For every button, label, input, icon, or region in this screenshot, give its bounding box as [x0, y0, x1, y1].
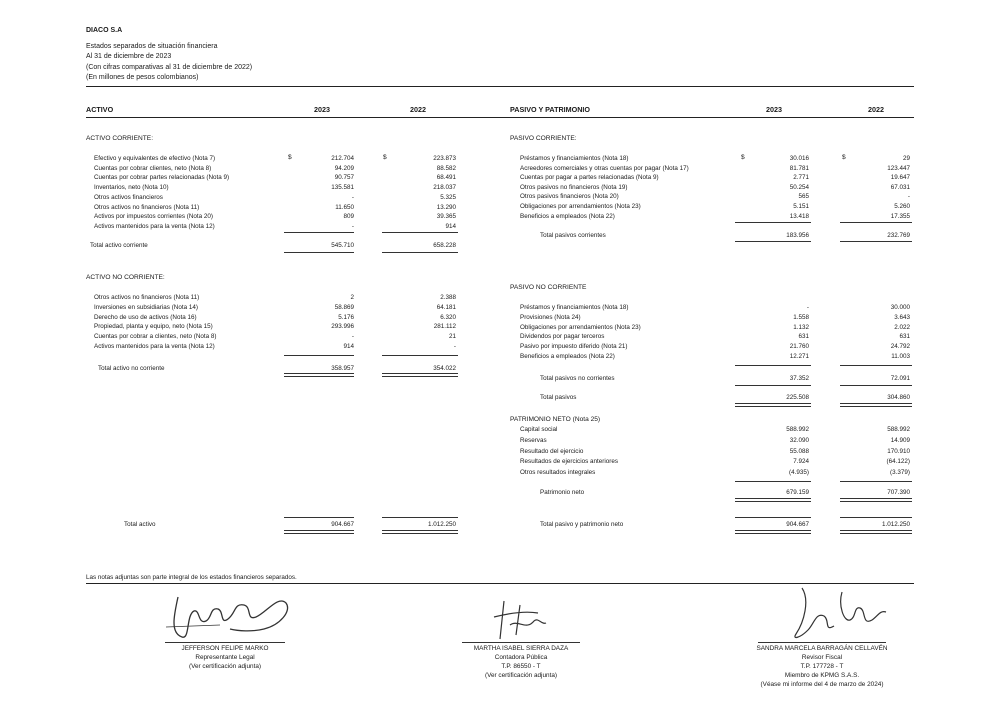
- row-value-2022: 24.792: [890, 343, 910, 351]
- row-label: Activos mantenidos para la venta (Nota 12): [94, 343, 215, 350]
- pasivo-total-pasivos-row: [540, 393, 920, 403]
- table-row: [94, 212, 464, 222]
- table-row: [520, 457, 915, 467]
- pasivo-corriente-subtotal-line-2022: [840, 222, 912, 223]
- table-row: [520, 352, 915, 362]
- pasivo-no-corriente-title: PASIVO NO CORRIENTE: [510, 284, 587, 291]
- row-label: Acreedores comerciales y otras cuentas por pagar (Nota 17): [520, 164, 689, 172]
- row-label: Capital social: [520, 426, 558, 433]
- row-value-2023: 5.151: [793, 203, 809, 210]
- activo-year-2022: 2022: [410, 105, 426, 114]
- row-value-2023: 225.508: [786, 394, 809, 401]
- row-value-2023: 1.558: [793, 313, 809, 321]
- row-label: Dividendos por pagar terceros: [520, 333, 605, 341]
- signature-3-role: Revisor Fiscal: [801, 654, 843, 661]
- row-label: Beneficios a empleados (Nota 22): [520, 353, 615, 360]
- row-label: Total pasivos: [540, 394, 577, 401]
- row-value-2023: -: [806, 304, 809, 311]
- row-value-2023: 7.924: [793, 458, 809, 466]
- row-value-2022: 39.365: [436, 213, 456, 221]
- row-value-2022: 707.390: [887, 489, 910, 496]
- table-row: [94, 293, 464, 303]
- pasivo-total-top-line-2022: [840, 517, 912, 518]
- signature-1-name: JEFFERSON FELIPE MARKO: [181, 645, 269, 652]
- table-row: [94, 332, 464, 342]
- row-value-2023: 21.760: [789, 343, 809, 351]
- row-value-2022: 5.260: [894, 203, 910, 210]
- activo-no-corriente-subtotal-line: [284, 355, 354, 356]
- activo-total-corriente-row: [90, 241, 460, 251]
- row-value-2022: 5.325: [440, 193, 456, 201]
- pasivo-currency-2023: $: [741, 154, 745, 161]
- activo-no-corriente-double-line: [284, 373, 354, 377]
- row-label: Cuentas por cobrar partes relacionadas (Nota 9): [94, 174, 230, 182]
- table-row: [520, 332, 915, 342]
- row-label: Total activo no corriente: [98, 365, 165, 372]
- row-label: Resultados de ejercicios anteriores: [520, 458, 619, 466]
- row-label: Cuentas por cobrar clientes, neto (Nota 8): [94, 164, 212, 172]
- row-value-2022: -: [453, 343, 456, 350]
- signature-2-line: [462, 642, 580, 643]
- activo-heading: ACTIVO: [86, 105, 114, 114]
- signature-2-role: Contadora Pública: [494, 654, 548, 661]
- patrimonio-title: PATRIMONIO NETO (Nota 25): [510, 416, 601, 423]
- patrimonio-total-row: [540, 488, 920, 498]
- row-label: Provisiones (Nota 24): [520, 313, 581, 321]
- row-label: Otros activos no financieros (Nota 11): [94, 203, 200, 211]
- document-header: [86, 26, 252, 84]
- table-row: [520, 425, 915, 435]
- signature-1-block: [150, 644, 300, 671]
- signature-1-role: Representante Legal: [195, 654, 255, 661]
- row-value-2023: 94.209: [334, 164, 354, 172]
- table-row: [520, 436, 915, 446]
- pasivo-year-2022: 2022: [868, 105, 884, 114]
- activo-total-row: [124, 520, 494, 530]
- row-label: Pasivo por impuesto diferido (Nota 21): [520, 343, 628, 351]
- activo-no-corriente-subtotal-line-2022: [382, 355, 458, 356]
- activo-total-top-line-2022: [382, 517, 458, 518]
- row-value-2022: 88.582: [436, 164, 456, 172]
- row-value-2022: 658.228: [433, 242, 456, 249]
- pasivo-total-no-corriente-row: [540, 374, 920, 384]
- row-value-2023: 30.016: [789, 155, 809, 162]
- table-row: [520, 173, 915, 183]
- pasivo-corriente-total-line-2022: [840, 241, 912, 242]
- pasivo-no-corriente-total-line: [735, 385, 811, 386]
- row-label: Resultado del ejercicio: [520, 447, 584, 455]
- row-value-2022: 64.181: [436, 303, 456, 311]
- activo-no-corriente-double-line-2022: [382, 373, 458, 377]
- row-value-2023: 2: [350, 294, 354, 301]
- row-label: Otros activos no financieros (Nota 11): [94, 294, 200, 301]
- comparative-note: (Con cifras comparativas al 31 de diciembre de 2022): [86, 63, 253, 71]
- table-row: [94, 313, 464, 323]
- row-value-2022: 6.320: [440, 313, 456, 321]
- row-value-2022: 17.355: [890, 212, 910, 220]
- signature-2-note: (Ver certificación adjunta): [484, 672, 558, 679]
- row-value-2022: 218.037: [433, 184, 456, 192]
- row-label: Cuentas por cobrar a clientes, neto (Nota 8): [94, 333, 217, 341]
- row-value-2023: 1.132: [793, 323, 809, 331]
- row-label: Beneficios a empleados (Nota 22): [520, 212, 615, 220]
- column-heading-rule: [86, 117, 914, 118]
- pasivo-total-pasivos-double-line-2022: [840, 403, 912, 407]
- signature-3-note: (Véase mi informe del 4 de marzo de 2024): [760, 681, 884, 688]
- row-value-2022: 304.860: [887, 394, 910, 401]
- row-value-2022: 67.031: [890, 183, 910, 191]
- row-value-2022: (3.379): [890, 469, 910, 477]
- activo-corriente-total-line: [284, 252, 354, 253]
- table-row: [520, 212, 915, 222]
- row-value-2022: 1.012.250: [881, 521, 910, 528]
- row-value-2022: 29: [902, 155, 910, 162]
- row-value-2023: 904.667: [786, 521, 809, 528]
- table-row: [520, 154, 915, 164]
- activo-corriente-title: ACTIVO CORRIENTE:: [86, 135, 154, 142]
- row-value-2023: 809: [343, 213, 354, 221]
- row-value-2022: 588.992: [887, 426, 910, 433]
- row-label: Total activo corriente: [90, 242, 148, 249]
- pasivo-total-double-line-2022: [840, 530, 912, 534]
- row-label: Propiedad, planta y equipo, neto (Nota 15): [94, 323, 213, 331]
- activo-total-double-line-2022: [382, 530, 458, 534]
- table-row: [520, 447, 915, 457]
- row-value-2023: 50.254: [789, 183, 809, 191]
- signature-3-tp: T.P. 177728 - T: [800, 663, 844, 670]
- statement-date: Al 31 de diciembre de 2023: [86, 53, 172, 60]
- table-row: [94, 154, 464, 164]
- table-row: [520, 202, 915, 212]
- header-rule: [86, 86, 914, 87]
- activo-corriente-total-line-2022: [382, 252, 458, 253]
- table-row: [520, 342, 915, 352]
- table-row: [94, 342, 464, 352]
- pasivo-year-2023: 2023: [766, 105, 782, 114]
- row-label: Otros activos financieros: [94, 193, 163, 201]
- row-value-2023: 565: [798, 193, 809, 201]
- row-value-2022: 3.643: [894, 313, 910, 321]
- row-value-2022: 170.910: [887, 447, 910, 455]
- row-label: Inventarios, neto (Nota 10): [94, 184, 169, 192]
- row-value-2023: 135.581: [331, 184, 354, 192]
- row-value-2023: -: [351, 222, 354, 230]
- row-label: Total pasivos corrientes: [540, 232, 606, 239]
- row-value-2023: 81.781: [789, 164, 809, 172]
- pasivo-total-pasivos-double-line: [735, 403, 811, 407]
- row-value-2023: 679.159: [786, 489, 809, 496]
- pasivo-no-corriente-subtotal-line-2022: [840, 365, 912, 366]
- row-label: Inversiones en subsidiarias (Nota 14): [94, 303, 198, 311]
- row-value-2023: 90.757: [334, 174, 354, 182]
- patrimonio-double-line-2022: [840, 498, 912, 502]
- signature-2-name: MARTHA ISABEL SIERRA DAZA: [473, 645, 569, 652]
- table-row: [520, 192, 915, 202]
- row-label: Otros resultados integrales: [520, 469, 596, 477]
- row-value-2022: 30.000: [890, 304, 910, 311]
- row-value-2023: 631: [798, 333, 809, 341]
- signature-3-name: SANDRA MARCELA BARRAGÁN CELLAVÉN: [756, 645, 888, 652]
- company-name: DIACO S.A: [86, 27, 123, 34]
- statement-title: Estados separados de situación financiera: [86, 42, 218, 50]
- row-value-2023: 914: [343, 343, 354, 350]
- row-label: Activos por impuestos corrientes (Nota 20): [94, 213, 213, 221]
- footer-note: Las notas adjuntas son parte integral de los estados financieros separados.: [86, 574, 297, 581]
- activo-currency-2022: $: [383, 154, 387, 161]
- patrimonio-double-line: [735, 498, 811, 502]
- signature-3-image: [780, 582, 890, 644]
- row-label: Total pasivos no corrientes: [540, 375, 615, 382]
- row-value-2022: 2.388: [440, 294, 456, 301]
- pasivo-total-corriente-row: [540, 231, 920, 241]
- pasivo-corriente-total-line: [735, 241, 811, 242]
- row-value-2023: 58.869: [334, 303, 354, 311]
- row-value-2022: 11.003: [891, 353, 910, 360]
- row-value-2023: 55.088: [789, 447, 809, 455]
- signature-3-line: [758, 642, 886, 643]
- activo-total-double-line: [284, 530, 354, 534]
- row-label: Obligaciones por arrendamientos (Nota 23): [520, 323, 641, 331]
- row-value-2023: 32.090: [789, 436, 809, 444]
- units-note: (En millones de pesos colombianos): [86, 74, 199, 81]
- table-row: [520, 323, 915, 333]
- pasivo-total-top-line: [735, 517, 811, 518]
- row-value-2023: 12.271: [789, 353, 809, 360]
- row-value-2022: (64.122): [886, 458, 910, 466]
- row-value-2022: 14.909: [890, 436, 910, 444]
- pasivo-no-corriente-total-line-2022: [840, 385, 912, 386]
- row-value-2023: 11.650: [335, 203, 354, 211]
- row-value-2023: -: [351, 193, 354, 201]
- activo-corriente-subtotal-line: [284, 232, 354, 233]
- row-value-2022: 631: [899, 333, 910, 341]
- pasivo-currency-2022: $: [842, 154, 846, 161]
- row-value-2023: 545.710: [331, 242, 354, 249]
- activo-year-2023: 2023: [314, 105, 330, 114]
- row-label: Préstamos y financiamientos (Nota 18): [520, 304, 629, 311]
- table-row: [94, 303, 464, 313]
- table-row: [94, 203, 464, 213]
- row-value-2022: 354.022: [433, 365, 456, 372]
- signature-3-block: [742, 644, 902, 689]
- row-label: Derecho de uso de activos (Nota 16): [94, 313, 197, 321]
- row-label: Activos mantenidos para la venta (Nota 12): [94, 222, 215, 230]
- row-value-2023: 904.667: [331, 521, 354, 528]
- row-label: Préstamos y financiamientos (Nota 18): [520, 155, 629, 162]
- row-label: Obligaciones por arrendamientos (Nota 23): [520, 203, 641, 210]
- activo-currency-2023: $: [288, 154, 292, 161]
- row-label: Otros pasivos no financieros (Nota 19): [520, 183, 628, 191]
- row-value-2022: 68.491: [436, 174, 456, 182]
- table-row: [94, 193, 464, 203]
- row-value-2022: 1.012.250: [427, 521, 456, 528]
- table-row: [94, 322, 464, 332]
- row-value-2023: 183.956: [786, 232, 809, 239]
- table-row: [94, 164, 464, 174]
- row-label: Patrimonio neto: [540, 489, 585, 496]
- patrimonio-subtotal-line: [735, 481, 811, 482]
- table-row: [94, 173, 464, 183]
- row-value-2023: 5.176: [338, 313, 354, 321]
- signature-2-image: [480, 595, 560, 645]
- signature-2-tp: T.P. 86550 - T: [501, 663, 541, 670]
- row-value-2023: 293.996: [331, 323, 354, 331]
- table-row: [520, 468, 915, 478]
- pasivo-heading: PASIVO Y PATRIMONIO: [510, 105, 591, 114]
- row-value-2022: 19.647: [890, 174, 910, 182]
- patrimonio-subtotal-line-2022: [840, 481, 912, 482]
- row-label: Total pasivo y patrimonio neto: [540, 521, 624, 528]
- row-value-2023: 588.992: [786, 426, 809, 433]
- row-label: Total activo: [124, 521, 156, 528]
- row-value-2022: 13.290: [436, 203, 456, 211]
- row-value-2023: (4.935): [789, 469, 809, 477]
- table-row: [520, 313, 915, 323]
- table-row: [94, 222, 464, 232]
- row-value-2022: -: [907, 193, 910, 201]
- pasivo-total-row: [540, 520, 920, 530]
- row-label: Cuentas por pagar a partes relacionadas (Nota 9): [520, 174, 659, 182]
- row-label: Efectivo y equivalentes de efectivo (Nota 7): [94, 155, 216, 162]
- row-value-2023: 13.418: [789, 212, 809, 220]
- row-value-2023: 37.352: [789, 375, 809, 382]
- row-value-2023: 358.957: [331, 365, 354, 372]
- row-value-2022: 281.112: [433, 323, 456, 331]
- pasivo-corriente-subtotal-line: [735, 222, 811, 223]
- table-row: [520, 183, 915, 193]
- pasivo-corriente-title: PASIVO CORRIENTE:: [510, 135, 577, 142]
- table-row: [520, 164, 915, 174]
- pasivo-total-double-line: [735, 530, 811, 534]
- signature-1-note: (Ver certificación adjunta): [188, 663, 262, 670]
- row-value-2023: 2.771: [793, 174, 809, 182]
- row-value-2022: 123.447: [887, 164, 910, 172]
- signature-1-image: [160, 585, 300, 645]
- row-value-2022: 232.769: [887, 232, 910, 239]
- row-value-2022: 2.022: [894, 323, 910, 331]
- row-label: Otros pasivos financieros (Nota 20): [520, 193, 619, 201]
- activo-corriente-subtotal-line-2022: [382, 232, 458, 233]
- row-value-2022: 914: [445, 222, 456, 230]
- row-value-2023: 212.704: [331, 155, 354, 162]
- signature-1-line: [165, 642, 285, 643]
- activo-total-top-line: [284, 517, 354, 518]
- table-row: [94, 183, 464, 193]
- table-row: [520, 303, 915, 313]
- signature-3-member: Miembro de KPMG S.A.S.: [784, 672, 860, 679]
- row-value-2022: 223.873: [433, 155, 456, 162]
- signature-2-block: [446, 644, 596, 680]
- pasivo-no-corriente-subtotal-line: [735, 365, 811, 366]
- row-label: Reservas: [520, 436, 547, 444]
- activo-no-corriente-title: ACTIVO NO CORRIENTE:: [86, 274, 165, 281]
- row-value-2022: 72.091: [890, 375, 910, 382]
- row-value-2022: 21: [448, 333, 456, 341]
- row-value-2023: -: [351, 333, 354, 341]
